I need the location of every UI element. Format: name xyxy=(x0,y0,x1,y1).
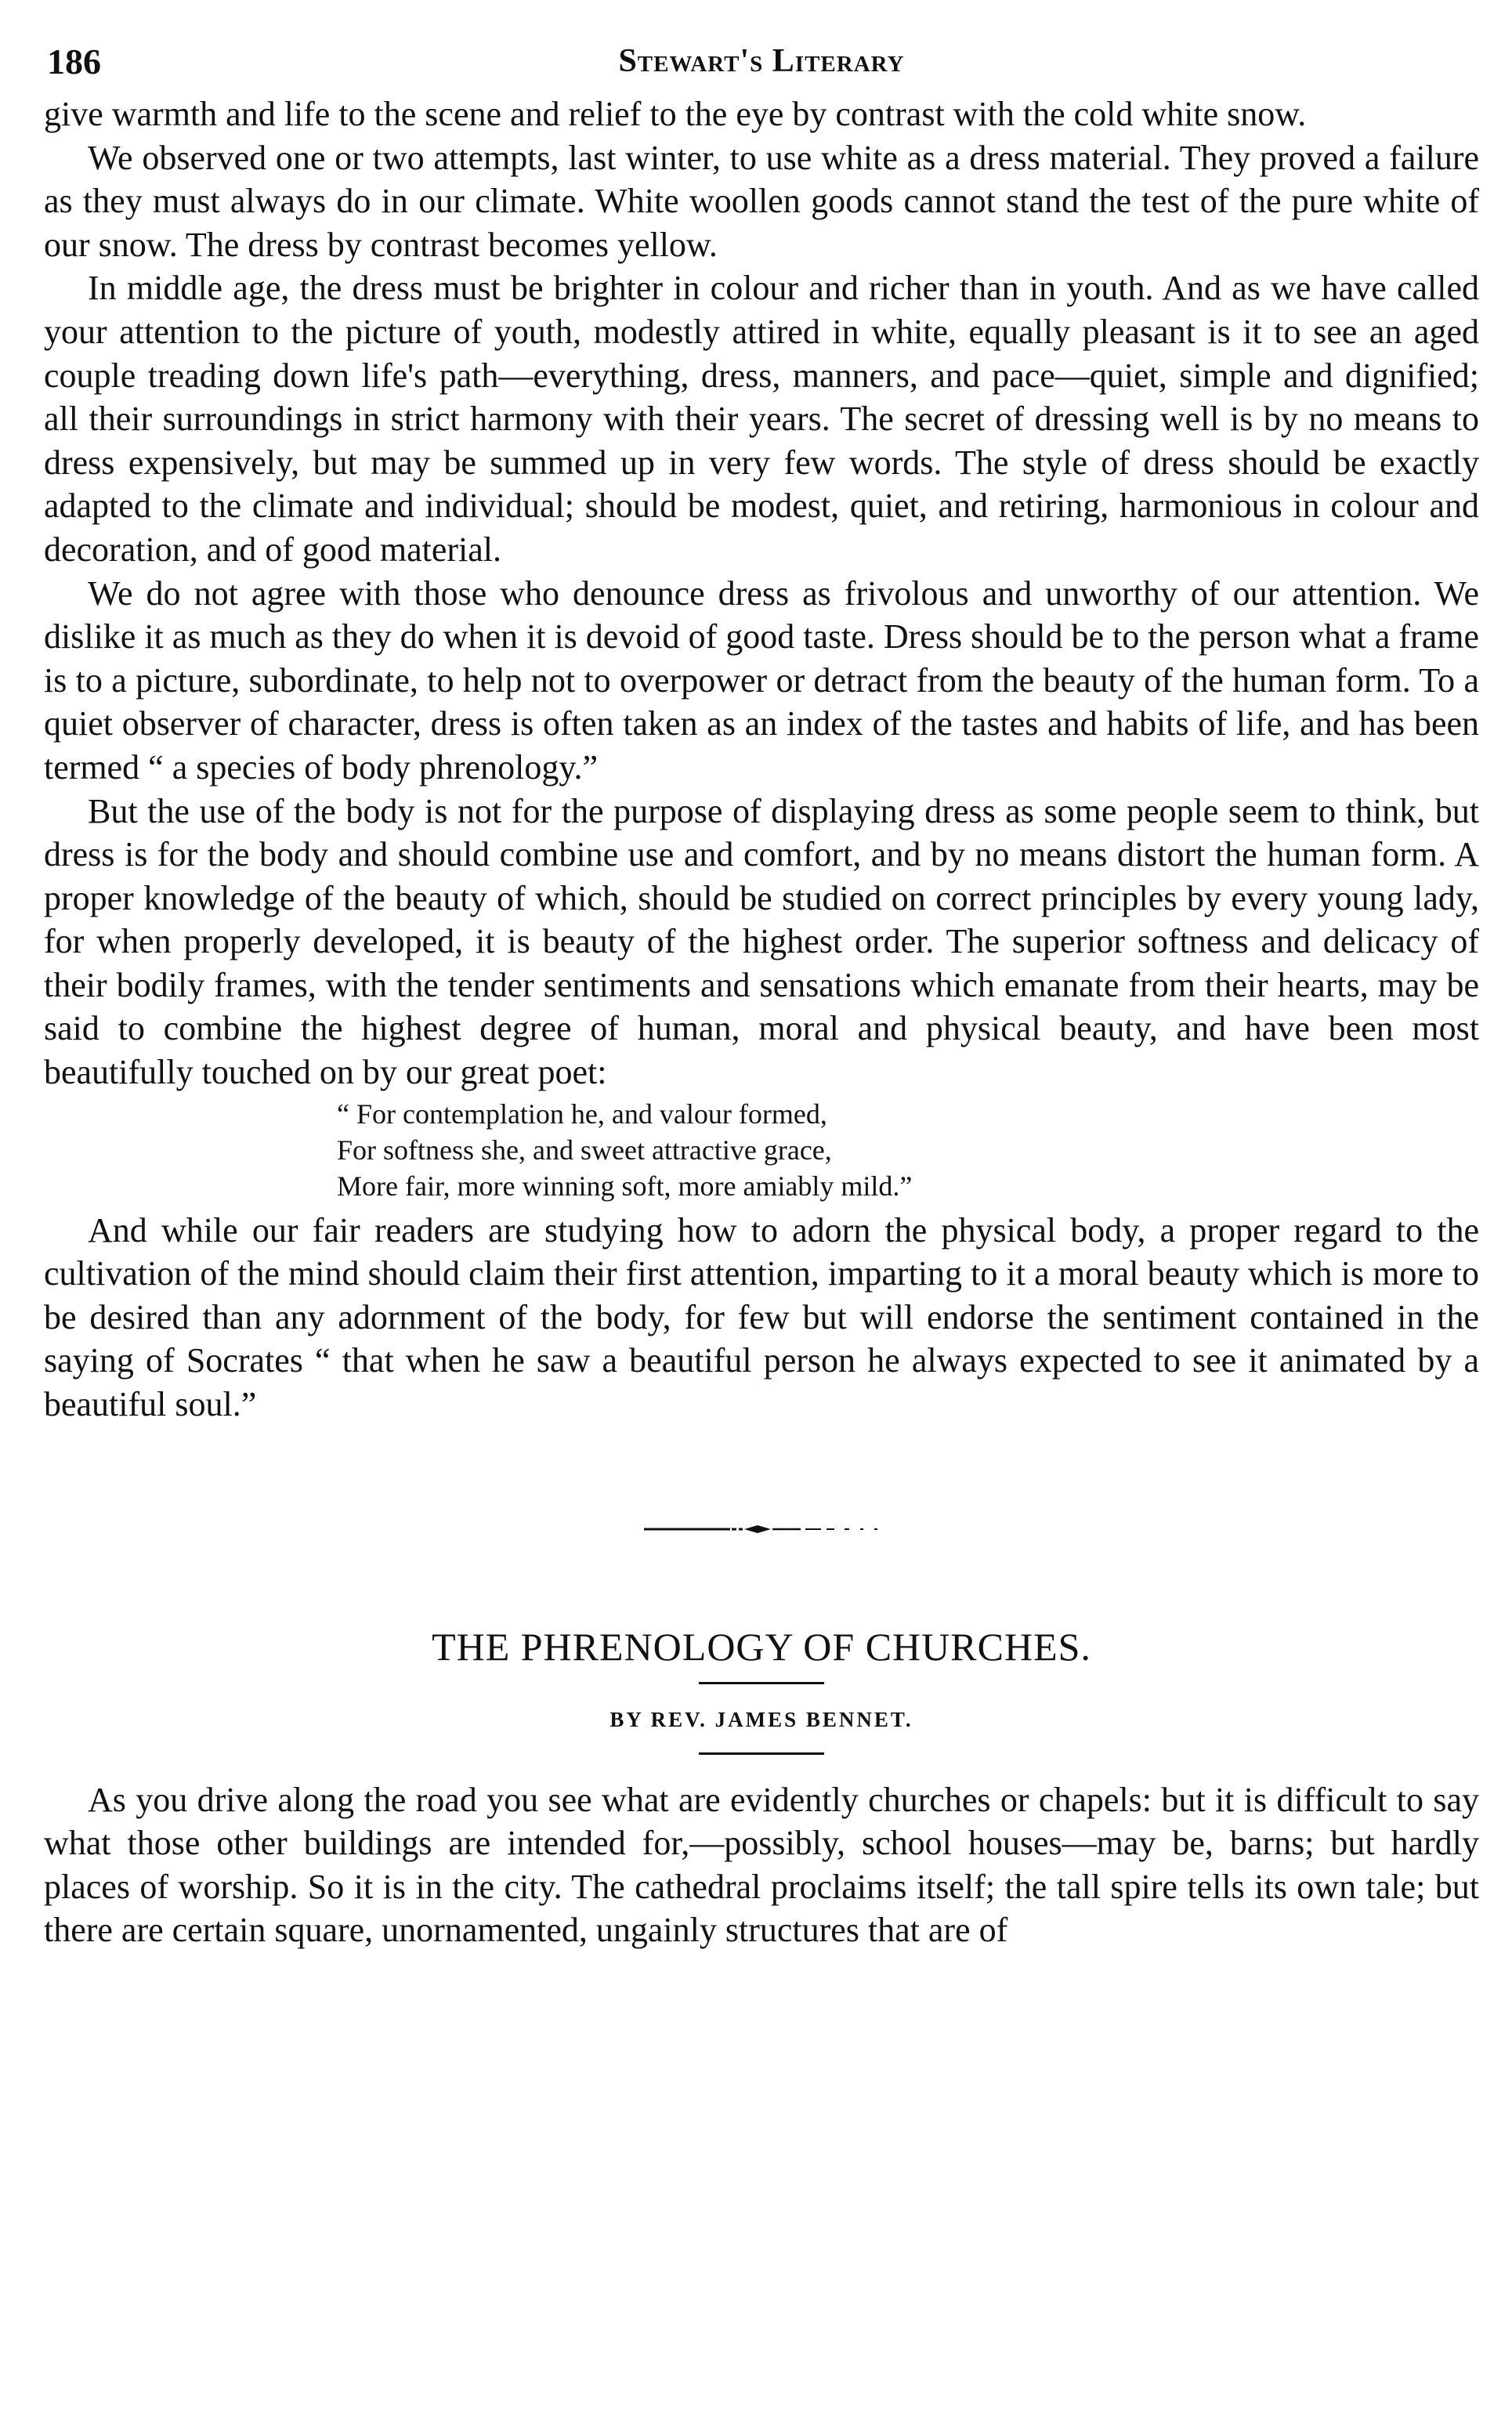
paragraph: give warmth and life to the scene and relief to the eye by contrast with the cold white snow. xyxy=(44,95,1307,133)
title-rule xyxy=(699,1682,824,1684)
page-number: 186 xyxy=(47,42,101,81)
poem-quote xyxy=(337,1096,1479,1204)
paragraph: We observed one or two attempts, last winter, to use white as a dress material. They proved a failure as they must always do in our climate. White woollen goods cannot stand the test of the pure white of our snow. The dress by contrast becomes yellow. xyxy=(44,138,1479,264)
paragraph: But the use of the body is not for the purpose of displaying dress as some people seem to think, but dress is for the body and should combine use and comfort, and by no means distort the human form. A proper knowledge of the beauty of which, should be studied on correct principles by every young lady, for when properly developed, it is beauty of the highest order. The superior softness and delicacy of their bodily frames, with the tender sentiments and sensations which emanate from their hearts, may be said to combine the highest degree of human, moral and physical beauty, and have been most beautifully touched on by our great poet: xyxy=(44,791,1479,1092)
paragraph: We do not agree with those who denounce dress as frivolous and unworthy of our attention. We dislike it as much as they do when it is devoid of good taste. Dress should be to the person what a frame is to a picture, subordinate, to help not to overpower or detract from the beauty of the human form. To a quiet observer of character, dress is often taken as an index of the tastes and habits of life, and has been termed “ a species of body phrenology.” xyxy=(44,573,1479,787)
verse-line: More fair, more winning soft, more amiably mild.” xyxy=(337,1170,913,1202)
body-text xyxy=(44,92,1479,1427)
paragraph: And while our fair readers are studying how to adorn the physical body, a proper regard to the cultivation of the mind should claim their first attention, imparting to it a moral beauty which is more to be desired than any adornment of the body, for few but will endorse the sentiment contained in the saying of Socrates “ that when he saw a beautiful person he always expected to see it animated by a beautiful soul.” xyxy=(44,1210,1479,1424)
paragraph: As you drive along the road you see what are evidently churches or chapels: but it is difficult to say what those other buildings are intended for,—possibly, school houses—may be, barns; but hardly places of worship. So it is in the city. The cathedral proclaims itself; the tall spire tells its own tale; but there are certain square, unornamented, ungainly structures that are of xyxy=(44,1780,1479,1950)
byline-rule xyxy=(699,1752,824,1755)
section-divider-ornament xyxy=(44,1494,1479,1564)
verse-line: “ For contemplation he, and valour formed, xyxy=(337,1098,827,1130)
article-title: THE PHRENOLOGY OF CHURCHES. xyxy=(432,1624,1091,1669)
journal-title: Stewart's Literary xyxy=(618,43,905,79)
article-byline: BY REV. JAMES BENNET. xyxy=(610,1707,913,1731)
article-body xyxy=(44,1778,1479,1952)
divider-ornament-icon xyxy=(644,1521,879,1537)
verse-line: For softness she, and sweet attractive grace, xyxy=(337,1134,832,1166)
running-head xyxy=(44,34,1479,92)
paragraph: In middle age, the dress must be brighter in colour and richer than in youth. And as we have called your attention to the picture of youth, modestly attired in white, equally pleasant is it to see an aged couple treading down life's path—everything, dress, manners, and pace—quiet, simple and dignified; all their surroundings in strict harmony with their years. The secret of dressing well is by no means to dress expensively, but may be summed up in very few words. The style of dress should be exactly adapted to the climate and individual; should be modest, quiet, and retiring, harmonious in colour and decoration, and of good material. xyxy=(44,269,1479,569)
